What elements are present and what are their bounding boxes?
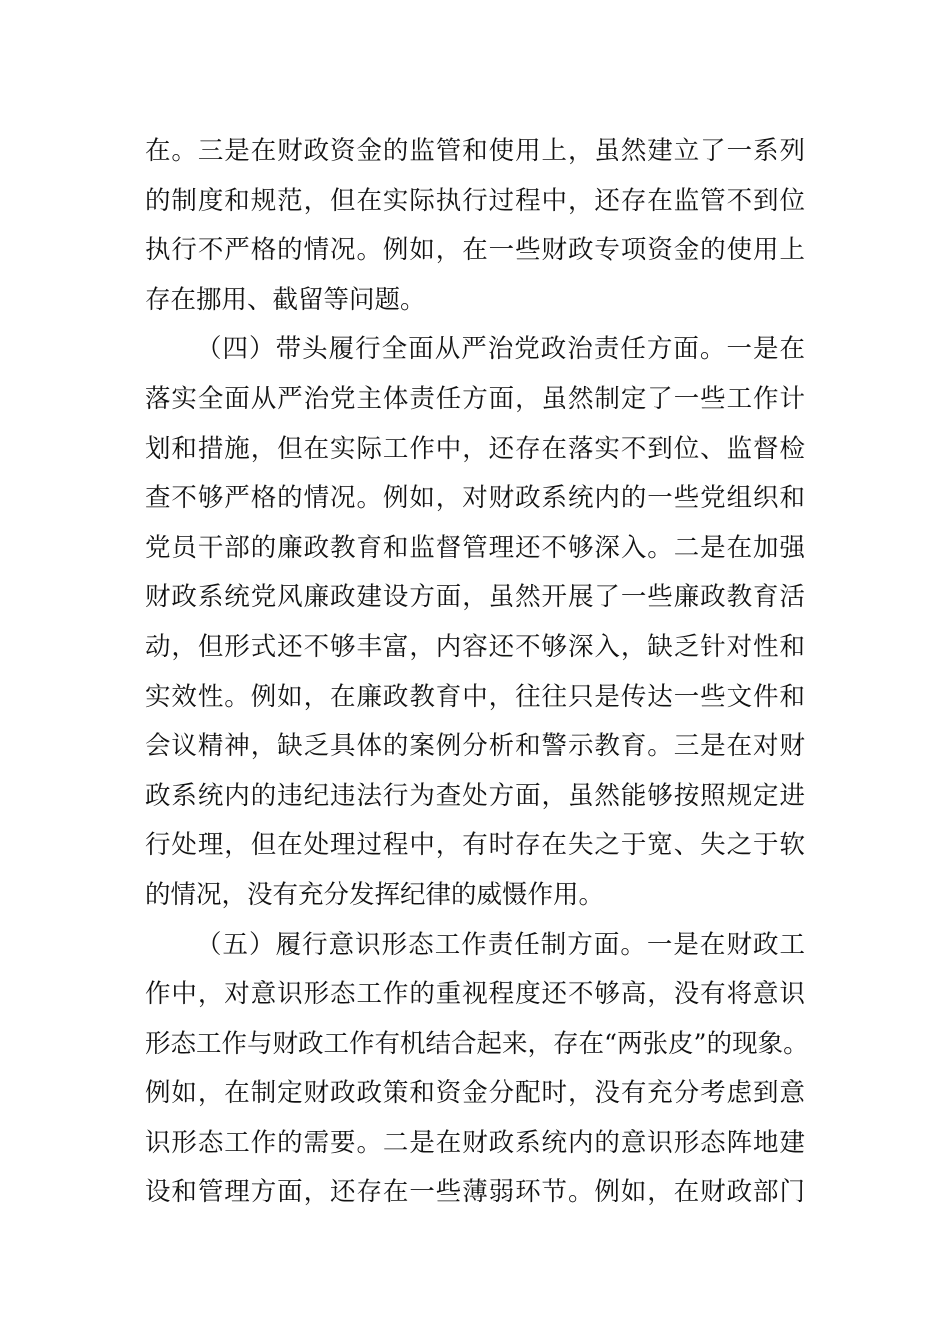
text-line: 的制度和规范，但在实际执行过程中，还存在监管不到位 <box>145 185 805 216</box>
text-line: 在。三是在财政资金的监管和使用上，虽然建立了一系列 <box>145 136 805 166</box>
text-line: 落实全面从严治党主体责任方面，虽然制定了一些工作计 <box>145 383 805 414</box>
paragraph-continued <box>145 127 805 325</box>
text-line: 党员干部的廉政教育和监督管理还不够深入。二是在加强 <box>145 532 805 563</box>
text-line: 设和管理方面，还存在一些薄弱环节。例如，在财政部门 <box>145 1177 805 1208</box>
text-line: 政系统内的违纪违法行为查处方面，虽然能够按照规定进 <box>145 780 805 811</box>
text-line: 存在挪用、截留等问题。 <box>145 284 426 315</box>
text-line: 财政系统党风廉政建设方面，虽然开展了一些廉政教育活 <box>145 582 805 613</box>
text-line: 识形态工作的需要。二是在财政系统内的意识形态阵地建 <box>145 1127 805 1158</box>
document-body <box>145 127 809 1218</box>
text-line: （四）带头履行全面从严治党政治责任方面。一是在 <box>196 334 805 365</box>
text-line: （五）履行意识形态工作责任制方面。一是在财政工 <box>196 929 805 960</box>
text-line: 例如，在制定财政政策和资金分配时，没有充分考虑到意 <box>145 1078 805 1109</box>
paragraph-section-four <box>145 325 805 920</box>
text-line: 划和措施，但在实际工作中，还存在落实不到位、监督检 <box>145 433 805 464</box>
paragraph-section-five <box>145 921 809 1219</box>
text-line: 动，但形式还不够丰富，内容还不够深入，缺乏针对性和 <box>145 631 805 662</box>
text-line: 形态工作与财政工作有机结合起来，存在“两张皮”的现象。 <box>145 1028 809 1059</box>
text-line: 查不够严格的情况。例如，对财政系统内的一些党组织和 <box>145 483 805 514</box>
text-line: 实效性。例如，在廉政教育中，往往只是传达一些文件和 <box>145 681 805 712</box>
text-line: 会议精神，缺乏具体的案例分析和警示教育。三是在对财 <box>145 731 805 762</box>
text-line: 作中，对意识形态工作的重视程度还不够高，没有将意识 <box>145 979 805 1010</box>
text-line: 执行不严格的情况。例如，在一些财政专项资金的使用上 <box>145 235 805 266</box>
text-line: 行处理，但在处理过程中，有时存在失之于宽、失之于软 <box>145 830 805 861</box>
text-line: 的情况，没有充分发挥纪律的威慑作用。 <box>145 879 605 910</box>
